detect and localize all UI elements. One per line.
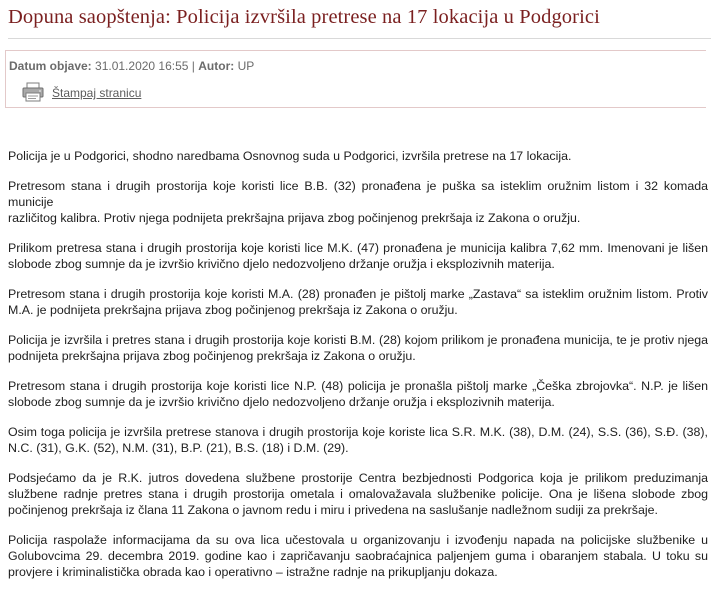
article-paragraph [8, 148, 708, 164]
article-paragraph [8, 378, 708, 410]
article-paragraph [8, 332, 708, 364]
paragraph-line: N.C. (31), G.K. (52), N.M. (31), B.P. (21), B.S. (18) i D.M. (29). [8, 441, 349, 455]
paragraph-line: podnijeta prekršajna prijava zbog počinjenog prekršaja iz Zakona o oružju. [8, 349, 416, 363]
paragraph-line: Golubovcima 29. decembra 2019. godine kao i zapričavanju saobraćajnica paljenjem guma i obaranjem stabala. U toku su [8, 549, 708, 563]
print-page-control[interactable] [22, 82, 141, 102]
author-label: Autor: [198, 59, 235, 73]
title-divider [8, 38, 711, 39]
article-title: Dopuna saopštenja: Policija izvršila pretrese na 17 lokacija u Podgorici [8, 6, 600, 28]
paragraph-line: Pretresom stana i drugih prostorija koje koristi lice N.P. (48) policija je pronašla pištolj marke „Češka zbrojovka“. N.P. je lišen [8, 379, 708, 393]
paragraph-line: provjere i kriminalistička obrada kao i operativno – istražne radnje na prikupljanju dokaza. [8, 565, 498, 579]
article-paragraph [8, 178, 708, 226]
article-meta [9, 59, 254, 73]
printer-icon[interactable] [22, 82, 44, 102]
paragraph-line: Pretresom stana i drugih prostorija koje koristi lice B.B. (32) pronađena je puška sa isteklim oružnim listom i 32 komada municije [8, 179, 708, 209]
article-body [8, 148, 708, 594]
paragraph-line: Pretresom stana i drugih prostorija koje koristi M.A. (28) pronađen je pištolj marke „Zastava“ sa isteklim oružnim listom. Protiv [8, 287, 708, 301]
paragraph-line: Policija je u Podgorici, shodno naredbama Osnovnog suda u Podgorici, izvršila pretrese na 17 lokacija. [8, 149, 572, 163]
article-paragraph [8, 532, 708, 580]
paragraph-line: slobode zbog sumnje da je izvršio krivično djelo nedozvoljeno držanje oružja i eksplozivnih materija. [8, 257, 555, 271]
paragraph-line: Osim toga policija je izvršila pretrese stanova i drugih prostorija koje koriste lica S.R. M.K. (38), D.M. (24), S.S. (36), S.Đ. (38), [8, 425, 708, 439]
article-paragraph [8, 424, 708, 456]
date-label: Datum objave: [9, 59, 92, 73]
article-paragraph [8, 240, 708, 272]
paragraph-line: službene radnje pretres stana i drugih prostorija ometala i omalovažavala službenike policije. Ona je lišena slobode zbog [8, 487, 708, 501]
paragraph-line: Policija raspolaže informacijama da su ova lica učestovala u organizovanju i izvođenju napada na policijske službenike u [8, 533, 708, 547]
paragraph-line: Prilikom pretresa stana i drugih prostorija koje koristi lice M.K. (47) pronađena je municija kalibra 7,62 mm. Imenovani je lišen [8, 241, 708, 255]
print-page-link[interactable]: Štampaj stranicu [52, 86, 142, 100]
paragraph-line: M.A. je podnijeta prekršajna prijava zbog počinjenog prekršaja iz Zakona o oružju. [8, 303, 458, 317]
paragraph-line: Podsjećamo da je R.K. jutros dovedena službene prostorije Centra bezbjednosti Podgorica koja je prilikom preduzimanja [8, 471, 708, 485]
date-value: 31.01.2020 16:55 [95, 59, 189, 73]
paragraph-line: slobode zbog sumnje da je izvršio krivično djelo nedozvoljeno držanje oružja i eksplozivnih materija. [8, 395, 555, 409]
paragraph-line: različitog kalibra. Protiv njega podnijeta prekršajna prijava zbog počinjenog prekršaja iz Zakona o oružju. [8, 211, 581, 225]
paragraph-line: Policija je izvršila i pretres stana i drugih prostorija koje koristi B.M. (28) kojom prilikom je pronađena municija, te je protiv njega [8, 333, 708, 347]
meta-separator: | [191, 59, 195, 73]
article-paragraph [8, 470, 708, 518]
article-paragraph [8, 286, 708, 318]
paragraph-line: počinjenog prekršaja iz člana 11 Zakona o javnom redu i miru i privedena na saslušanje nadležnom sudiji za prekršaje. [8, 503, 658, 517]
author-value: UP [237, 59, 255, 73]
